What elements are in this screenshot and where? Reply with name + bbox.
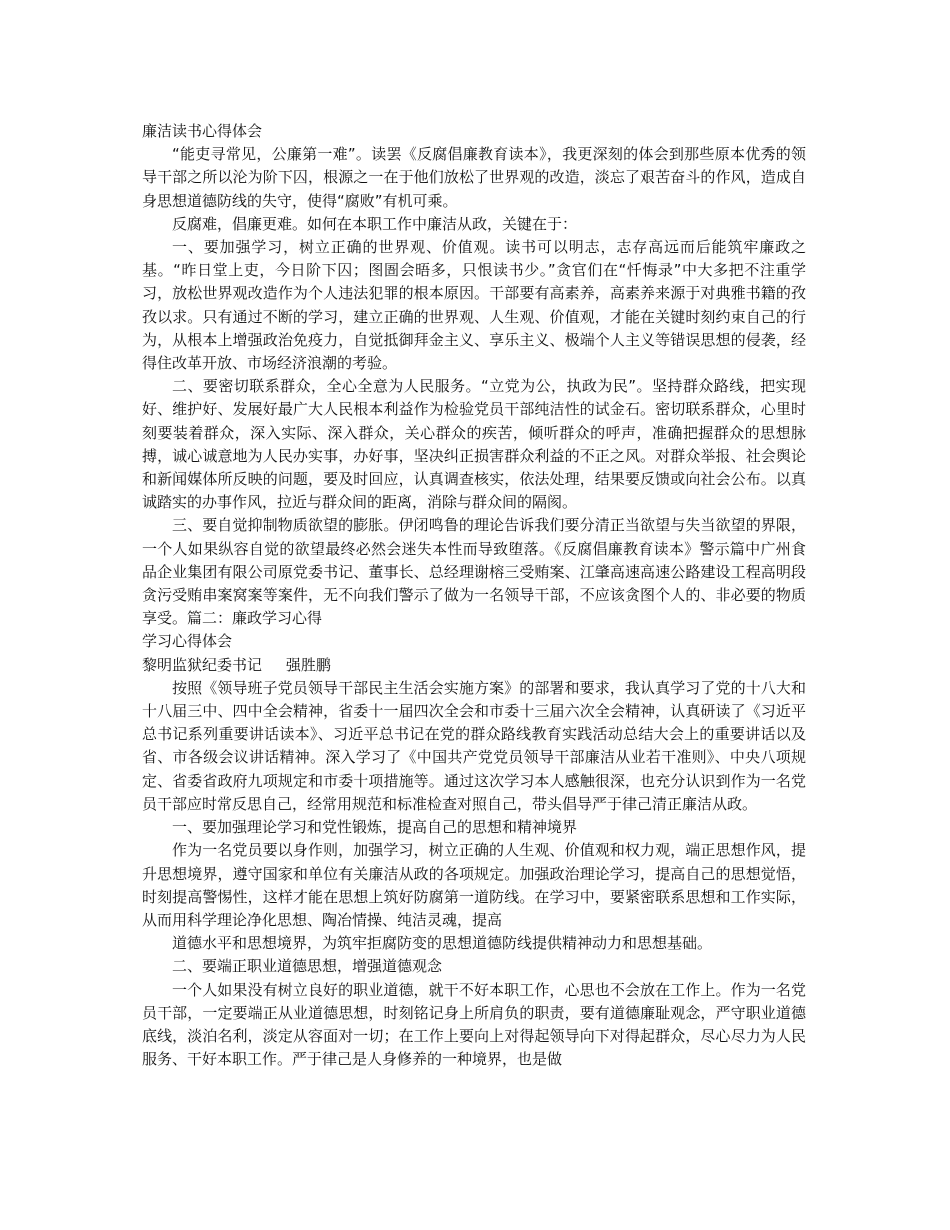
paragraph: 三、要自觉抑制物质欲望的膨胀。伊闭鸣鲁的理论告诉我们要分清正当欲望与失当欲望的界限，一个人如果纵容自觉的欲望最终必然会迷失本性而导致堕落。《反腐倡廉教育读本》警示篇中广州食品企业集团有限公司原党委书记、董事长、总经理谢榕三受贿案、江肇高速高速公路建设工程高明段贪污受贿串案窝案等案件，无不向我们警示了做为一名领导干部，不应该贪图个人的、非必要的物质享受。篇二：廉政学习心得 — [142, 516, 806, 628]
document-title: 廉洁读书心得体会 — [142, 122, 263, 140]
paragraph: 反腐难，倡廉更难。如何在本职工作中廉洁从政，关键在于： — [172, 214, 578, 233]
author-line: 黎明监狱纪委书记 强胜鹏 — [142, 655, 331, 674]
section-heading: 一、要加强理论学习和党性锻炼，提高自己的思想和精神境界 — [172, 818, 578, 837]
paragraph: “能吏寻常见，公廉第一难”。读罢《反腐倡廉教育读本》，我更深刻的体会到那些原本优秀的领导干部之所以沦为阶下囚，根源之一在于他们放松了世界观的改造，淡忘了艰苦奋斗的作风，造成自身思想道德防线的失守，使得“腐败”有机可乘。 — [142, 145, 806, 210]
paragraph: 按照《领导班子党员领导干部民主生活会实施方案》的部署和要求，我认真学习了党的十八大和十八届三中、四中全会精神，省委十一届四次全会和市委十三届六次全会精神，认真研读了《习近平总书记系列重要讲话读本》、习近平总书记在党的群众路线教育实践活动总结大会上的重要讲话以及省、市各级会议讲话精神。深入学习了《中国共产党党员领导干部廉洁从业若干准则》、中央八项规定、省委省政府九项规定和市委十项措施等。通过这次学习本人感触很深，也充分认识到作为一名党员干部应时常反思自己，经常用规范和标准检查对照自己，带头倡导严于律己清正廉洁从政。 — [142, 678, 806, 813]
section-heading: 二、要端正职业道德思想，增强道德观念 — [172, 957, 443, 976]
paragraph: 一、要加强学习，树立正确的世界观、价值观。读书可以明志，志存高远而后能筑牢廉政之基。“昨日堂上吏，今日阶下囚；图圄会晤多，只恨读书少。”贪官们在“忏悔录”中大多把不注重学习，放松世界观改造作为个人违法犯罪的根本原因。干部要有高素养，高素养来源于对典雅书籍的孜孜以求。只有通过不断的学习，建立正确的世界观、人生观、价值观，才能在关键时刻约束自己的行为，从根本上增强政治免疫力，自觉抵御拜金主义、享乐主义、极端个人主义等错误思想的侵袭，经得住改革开放、市场经济浪潮的考验。 — [142, 238, 806, 373]
paragraph: 二、要密切联系群众，全心全意为人民服务。“立党为公，执政为民”。坚持群众路线，把实现好、维护好、发展好最广大人民根本利益作为检验党员干部纯洁性的试金石。密切联系群众，心里时刻要装着群众，深入实际、深入群众，关心群众的疾苦，倾听群众的呼声，准确把握群众的思想脉搏，诚心诚意地为人民办实事，办好事，坚决纠正损害群众利益的不正之风。对群众举报、社会舆论和新闻媒体所反映的问题，要及时回应，认真调查核实，依法处理，结果要反馈或向社会公布。以真诚踏实的办事作风，拉近与群众间的距离，消除与群众间的隔阂。 — [142, 377, 806, 512]
paragraph: 道德水平和思想境界，为筑牢拒腐防变的思想道德防线提供精神动力和思想基础。 — [172, 934, 713, 953]
section-subtitle: 学习心得体会 — [142, 632, 233, 651]
paragraph: 一个人如果没有树立良好的职业道德，就干不好本职工作，心思也不会放在工作上。作为一名党员干部，一定要端正从业道德思想，时刻铭记身上所肩负的职责，要有道德廉耻观念，严守职业道德底线，淡泊名利，淡定从容面对一切；在工作上要向上对得起领导向下对得起群众，尽心尽力为人民服务、干好本职工作。严于律己是人身修养的一种境界，也是做 — [142, 980, 806, 1069]
document-page — [142, 120, 806, 1071]
paragraph: 作为一名党员要以身作则，加强学习，树立正确的人生观、价值观和权力观，端正思想作风，提升思想境界，遵守国家和单位有关廉洁从政的各项规定。加强政治理论学习，提高自己的思想觉悟，时刻提高警惕性，这样才能在思想上筑好防腐第一道防线。在学习中，要紧密联系思想和工作实际，从而用科学理论净化思想、陶冶情操、纯洁灵魂，提高 — [142, 841, 806, 929]
